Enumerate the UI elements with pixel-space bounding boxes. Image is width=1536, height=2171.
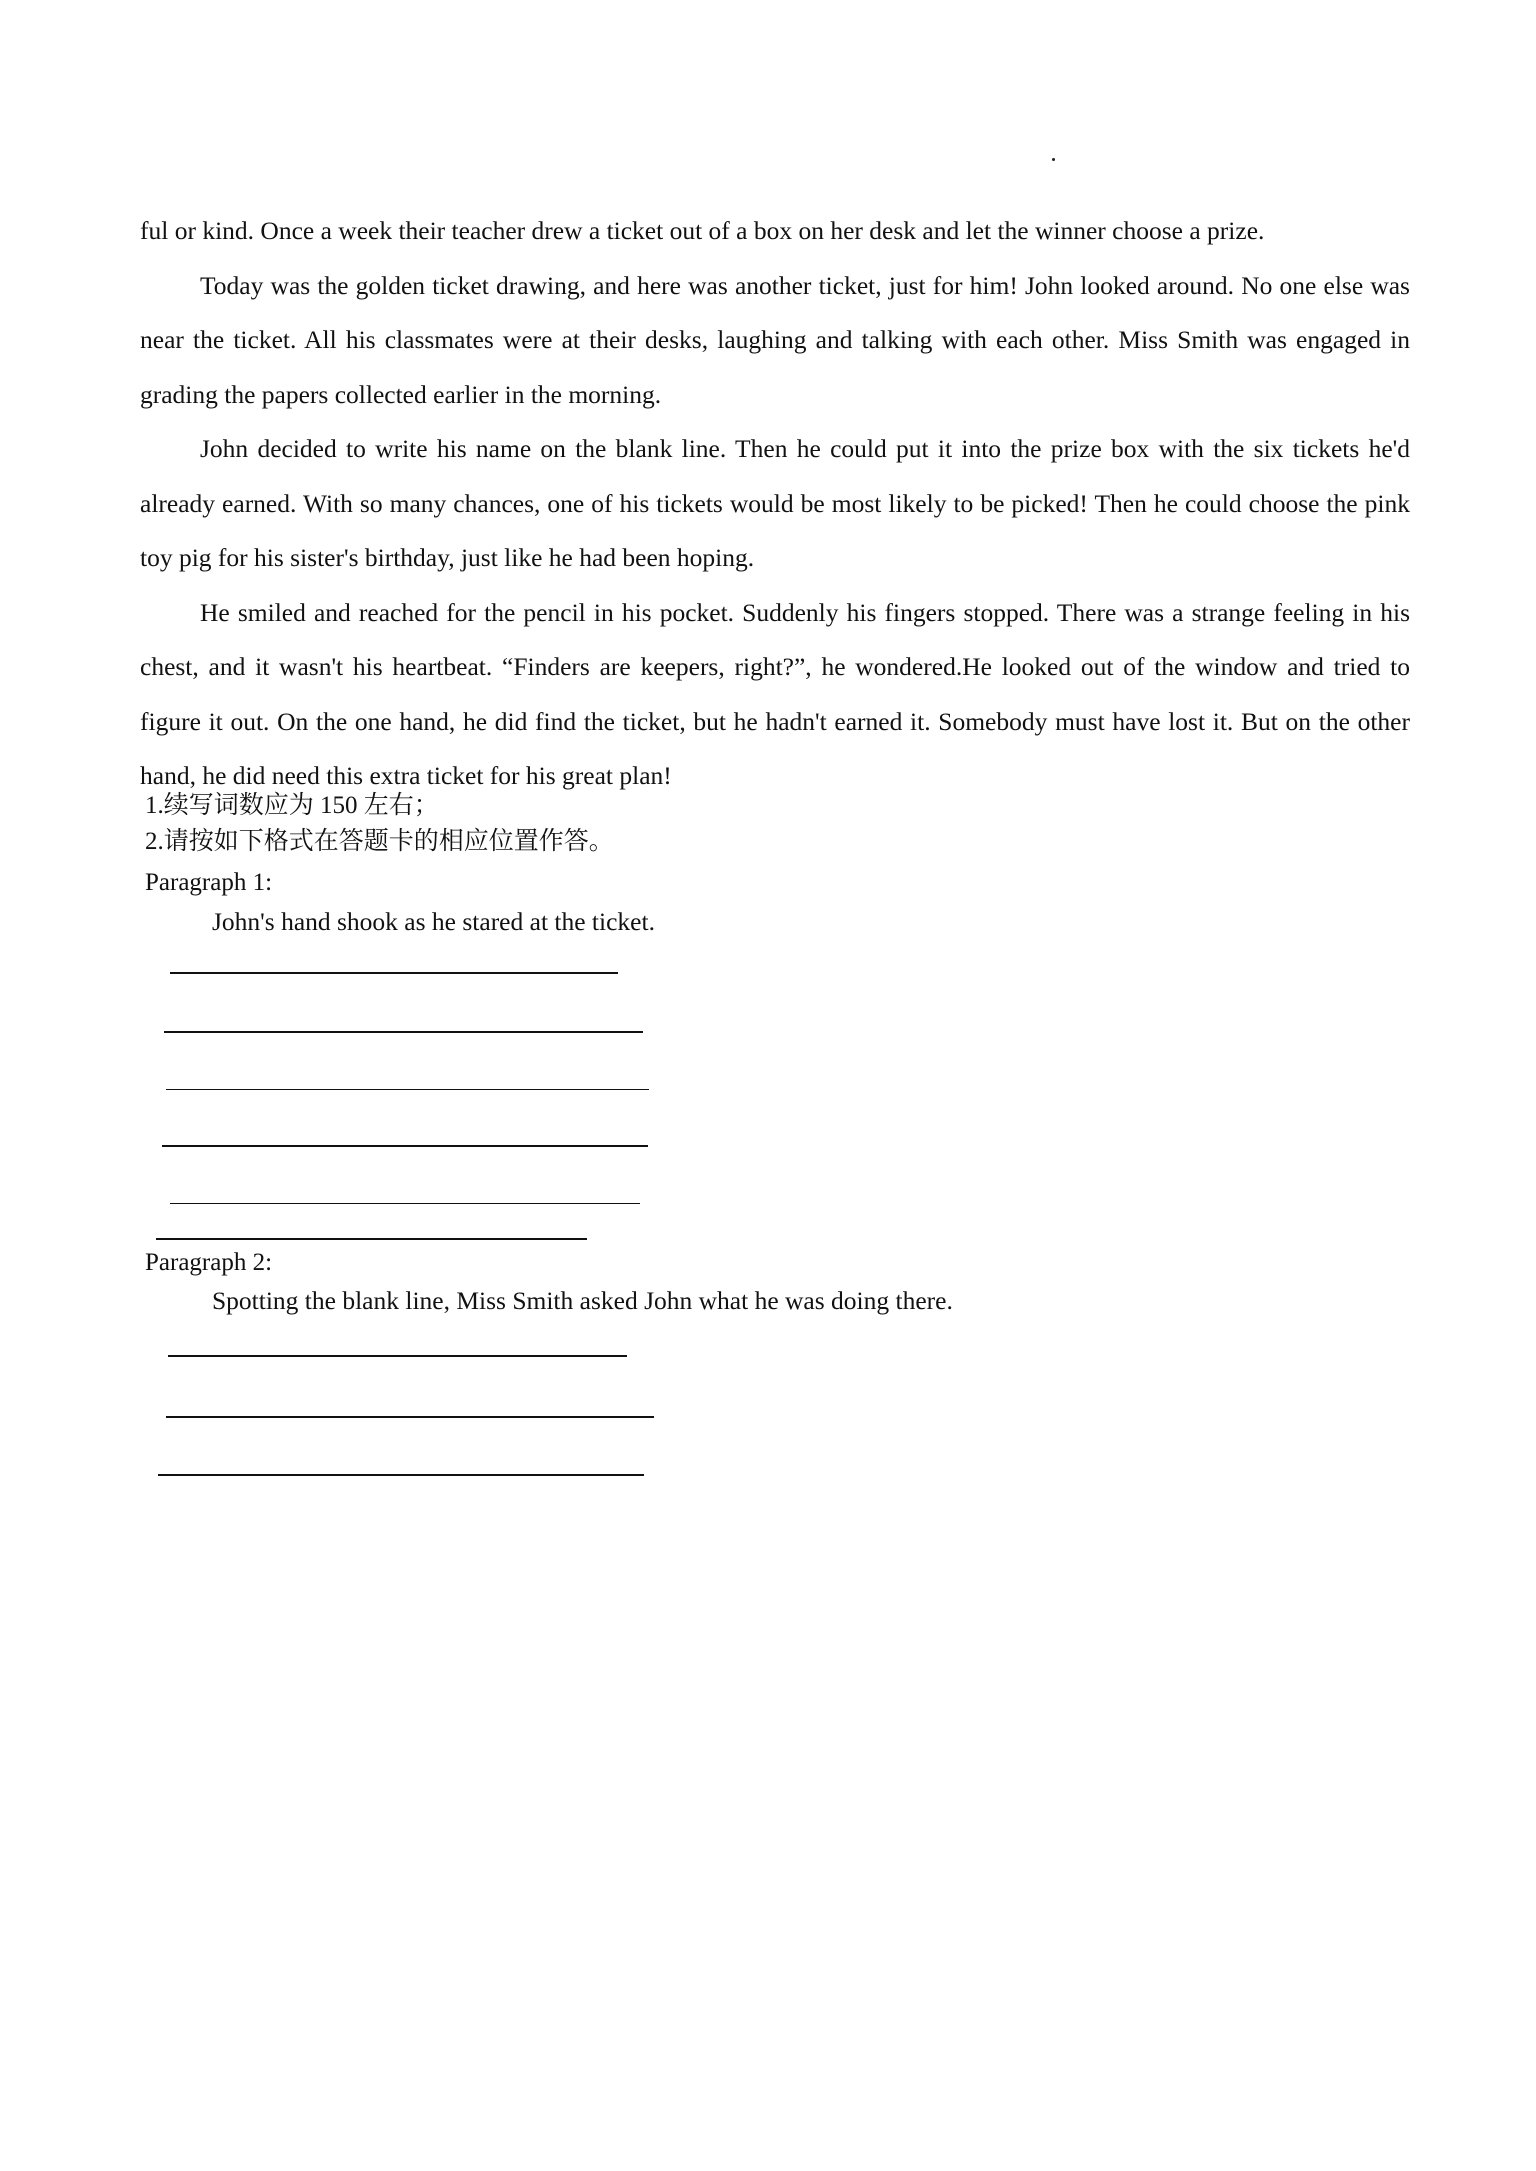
instruction-item: 1.续写词数应为 150 左右； [145, 792, 439, 819]
writing-line[interactable] [170, 1203, 640, 1204]
story-paragraph: ful or kind. Once a week their teacher drew a ticket out of a box on her desk and let the winner choose a prize. [140, 216, 1265, 245]
paragraph-1-label: Paragraph 1: [145, 869, 273, 896]
writing-line[interactable] [164, 1031, 643, 1033]
paragraph-1-opening: John's hand shook as he stared at the ticket. [212, 907, 655, 936]
story-text [140, 204, 1410, 804]
writing-line[interactable] [170, 972, 618, 974]
story-paragraph: Today was the golden ticket drawing, and here was another ticket, just for him! John looked around. No one else was near the ticket. All his classmates were at their desks, laughing and talking with each other. Miss Smith was engaged in grading the papers collected earlier in the morning. [140, 270, 1410, 409]
story-paragraph: John decided to write his name on the blank line. Then he could put it into the prize box with the six tickets he'd already earned. With so many chances, one of his tickets would be most likely to be picked! Then he could choose the pink toy pig for his sister's birthday, just like he had been hoping. [140, 434, 1410, 572]
instruction-item: 2.请按如下格式在答题卡的相应位置作答。 [145, 828, 614, 855]
writing-line[interactable] [166, 1089, 649, 1090]
writing-line[interactable] [168, 1355, 627, 1357]
writing-instructions [145, 788, 614, 860]
story-paragraph: He smiled and reached for the pencil in his pocket. Suddenly his fingers stopped. There was a strange feeling in his chest, and it wasn't his heartbeat. “Finders are keepers, right?”, he wondered.He looked out of the window and tried to figure it out. On the one hand, he did find the ticket, but he hadn't earned it. Somebody must have lost it. But on the other hand, he did need this extra ticket for his great plan! [140, 597, 1410, 790]
paragraph-2-label: Paragraph 2: [145, 1249, 273, 1276]
writing-line[interactable] [162, 1145, 648, 1147]
writing-line[interactable] [158, 1474, 644, 1476]
paragraph-2-opening: Spotting the blank line, Miss Smith asked John what he was doing there. [212, 1286, 953, 1315]
writing-line[interactable] [166, 1416, 654, 1418]
stray-mark [1052, 158, 1055, 161]
writing-line[interactable] [156, 1238, 587, 1240]
